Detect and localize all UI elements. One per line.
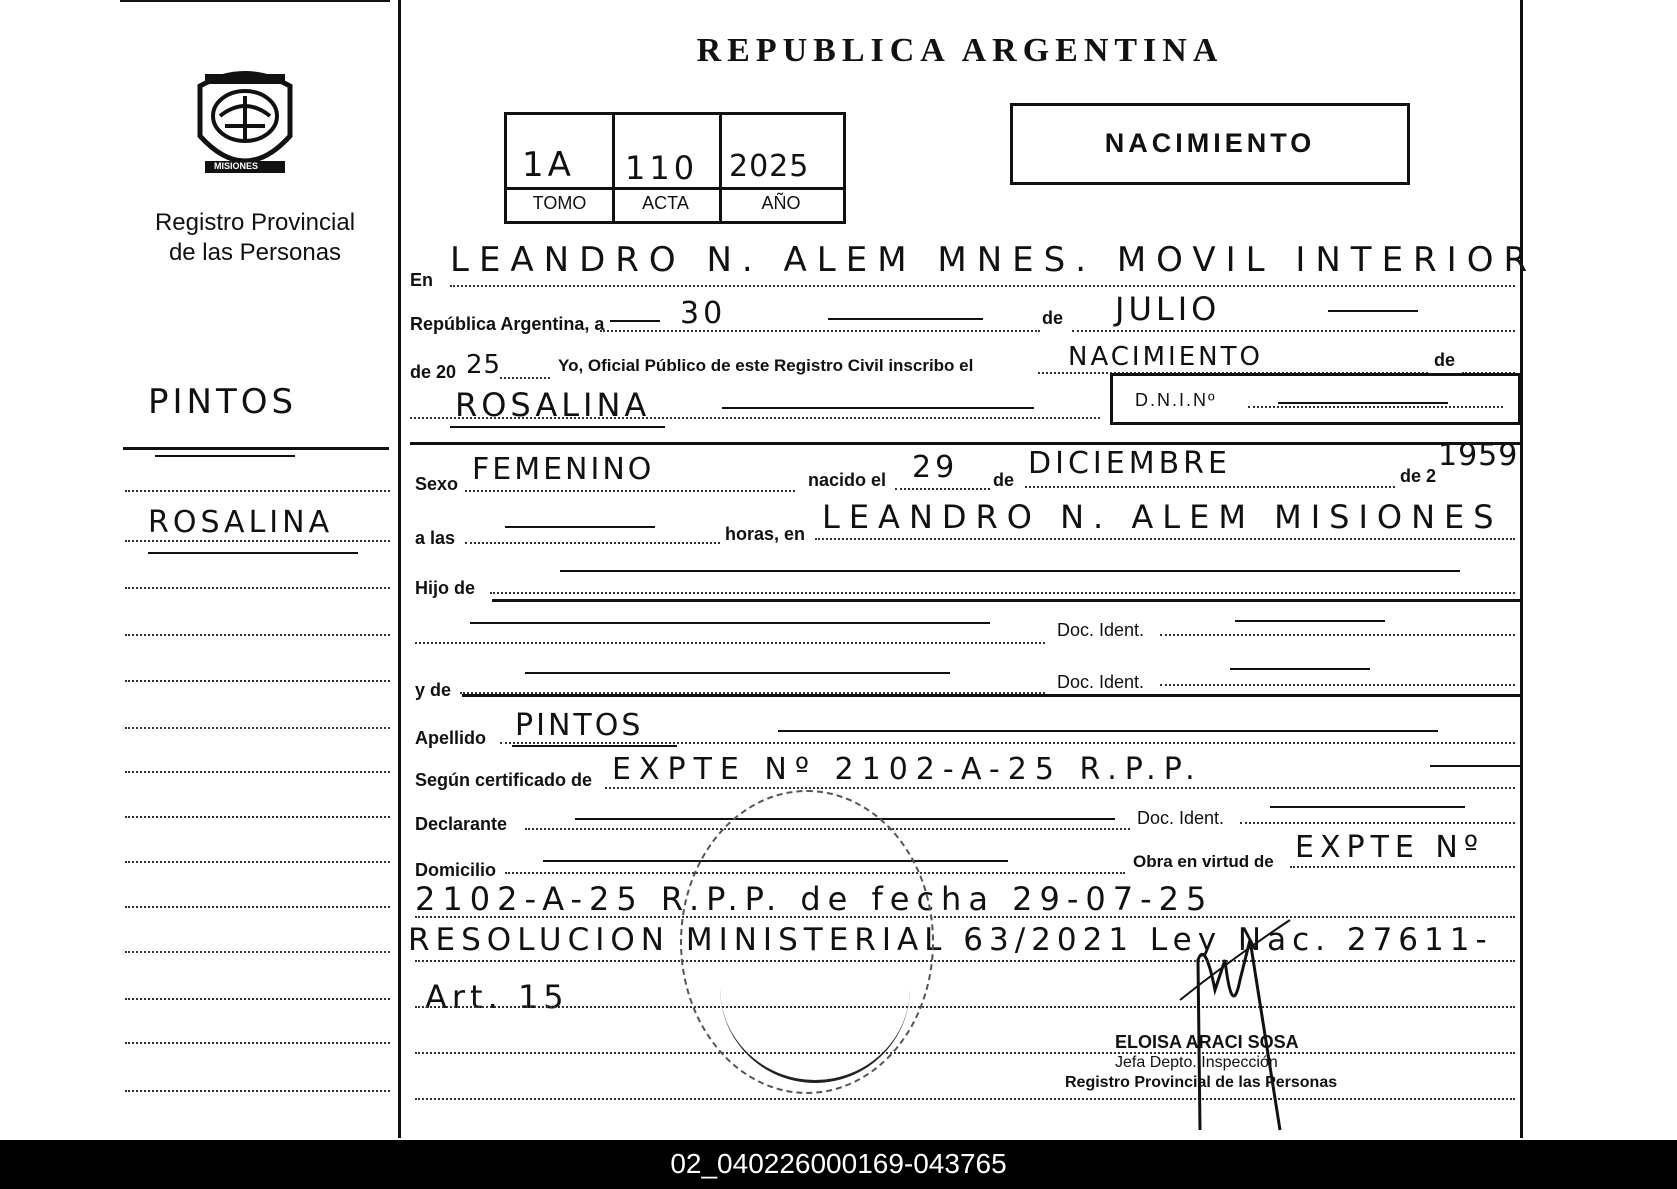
logo-text: MISIONES — [214, 161, 259, 171]
month-field: JULIO — [1115, 290, 1221, 328]
doc-ident-label-3: Doc. Ident. — [1137, 808, 1225, 828]
dni-label: D.N.I.Nº — [1135, 390, 1217, 410]
birth-day-field: 29 — [912, 450, 959, 485]
obra-label: Obra en virtud de — [1133, 852, 1274, 871]
notes-line-2: RESOLUCION MINISTERIAL 63/2021 Ley Nac. 27611- — [408, 922, 1493, 958]
anio-label: AÑO — [761, 193, 801, 213]
yde-label: y de — [415, 680, 452, 700]
signatory-name: ELOISA ARACI SOSA — [1115, 1032, 1299, 1052]
notes-line-3: Art. 15 — [425, 978, 569, 1016]
apellido-field: PINTOS — [515, 708, 644, 743]
horas-label: horas, en — [725, 524, 806, 544]
de-label-1: de — [1042, 308, 1064, 328]
act-number-box — [504, 112, 846, 224]
registry-title — [120, 208, 390, 268]
registry-logo — [190, 66, 300, 186]
birth-year-field: 1959 — [1438, 438, 1519, 473]
registry-line-2: de las Personas — [168, 239, 342, 266]
birth-month-field: DICIEMBRE — [1028, 446, 1231, 481]
en-label: En — [410, 270, 434, 290]
inscribe-type-field: NACIMIENTO — [1068, 342, 1263, 372]
tomo-label: TOMO — [532, 193, 587, 213]
rep-label: República Argentina, a — [410, 314, 605, 334]
acta-label: ACTA — [642, 193, 689, 213]
act-type: NACIMIENTO — [1104, 128, 1316, 158]
tomo-value: 1A — [522, 145, 575, 185]
nacido-label: nacido el — [808, 470, 887, 490]
dni-box — [1110, 373, 1521, 425]
hijo-label: Hijo de — [415, 578, 476, 598]
registry-line-1: Registro Provincial — [154, 209, 356, 236]
obra-field: EXPTE Nº — [1295, 830, 1484, 865]
domicilio-label: Domicilio — [415, 860, 497, 880]
alas-label: a las — [415, 528, 456, 548]
year-prefix: de 20 — [410, 362, 457, 382]
country-title: REPUBLICA ARGENTINA — [696, 32, 1224, 69]
footer-bar — [0, 1140, 1677, 1189]
de2-label: de 2 — [1400, 466, 1437, 486]
place-field: LEANDRO N. ALEM MNES. MOVIL INTERIOR — [450, 240, 1538, 280]
sidebar-name: ROSALINA — [148, 505, 334, 540]
sexo-label: Sexo — [415, 474, 459, 494]
handwritten-signature — [1170, 900, 1300, 1140]
anio-value: 2025 — [729, 149, 810, 184]
apellido-label: Apellido — [415, 728, 486, 748]
year-suffix: 25 — [466, 350, 502, 380]
acta-value: 110 — [625, 149, 699, 187]
sexo-field: FEMENINO — [472, 452, 655, 487]
sidebar-surname: PINTOS — [148, 382, 298, 422]
signatory-org: Registro Provincial de las Personas — [1065, 1074, 1338, 1091]
person-name-field: ROSALINA — [455, 386, 651, 424]
notes-line-1: 2102-A-25 R.P.P. de fecha 29-07-25 — [415, 880, 1214, 918]
document-code: 02_040226000169-043765 — [670, 1148, 1007, 1179]
birth-place-field: LEANDRO N. ALEM MISIONES — [822, 498, 1503, 536]
certificado-field: EXPTE Nº 2102-A-25 R.P.P. — [612, 752, 1203, 787]
signatory-title: Jefa Depto. Inspección — [1115, 1054, 1278, 1071]
doc-ident-label-2: Doc. Ident. — [1057, 672, 1145, 692]
act-type-box — [1010, 103, 1410, 185]
de-label-2: de — [1434, 350, 1456, 370]
doc-ident-label-1: Doc. Ident. — [1057, 620, 1145, 640]
de-label-3: de — [993, 470, 1015, 490]
segun-label: Según certificado de — [415, 770, 593, 790]
day-field: 30 — [680, 296, 727, 331]
declarante-label: Declarante — [415, 814, 508, 834]
oficial-text: Yo, Oficial Público de este Registro Civil inscribo el — [558, 356, 974, 375]
